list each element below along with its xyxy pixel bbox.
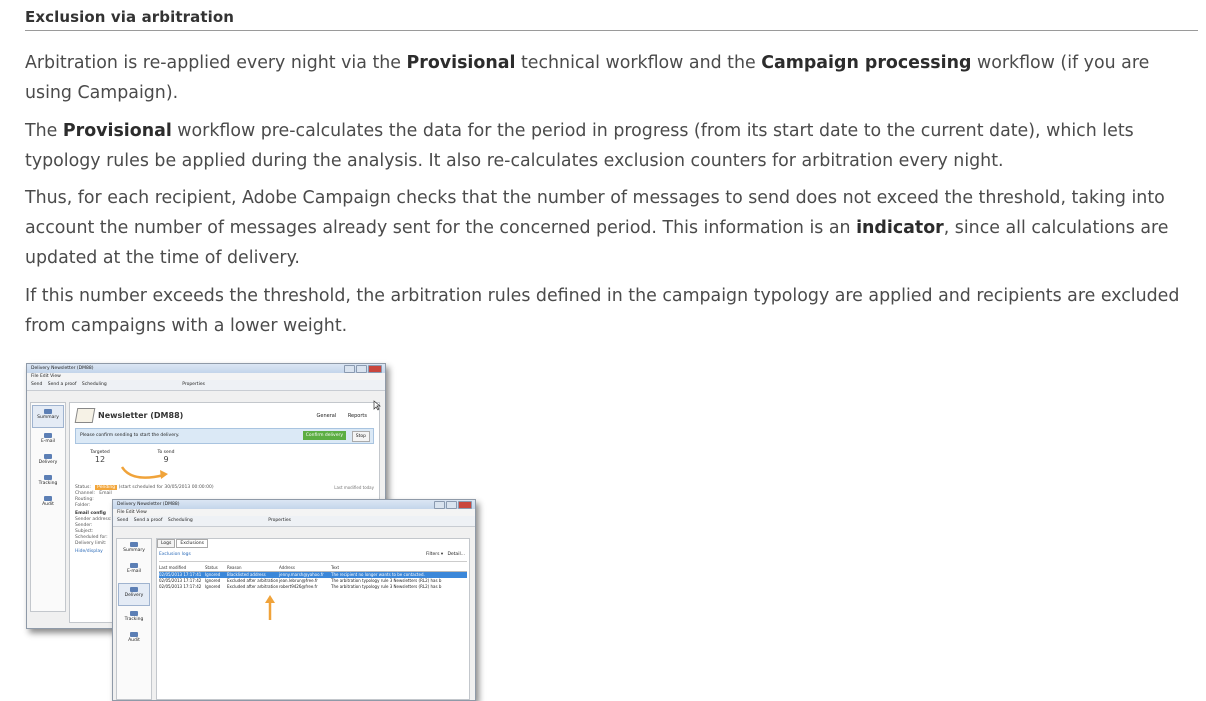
tracking-icon xyxy=(44,475,52,480)
table-row[interactable]: 02/05/2013 17:17:42 Ignored Excluded after arbitration robert9426@free.fr The arbitration typology rule 3 Newsletters (RL2) has b xyxy=(159,584,442,589)
table-row[interactable]: 02/05/2013 17:17:42 Ignored Excluded after arbitration jean.lebrun@free.fr The arbitration typology rule 3 Newsletters (RL2) has b xyxy=(159,578,442,583)
confirm-delivery-button[interactable]: Confirm delivery xyxy=(303,431,346,440)
confirm-banner: Please confirm sending to start the delivery. Confirm delivery Stop xyxy=(75,428,374,444)
properties-button[interactable]: Properties xyxy=(182,382,205,387)
sidebar-item-tracking[interactable]: Tracking xyxy=(117,608,151,629)
minimize-icon[interactable] xyxy=(344,365,355,373)
tab-exclusions[interactable]: Exclusions xyxy=(176,539,208,548)
bold-campaign-processing: Campaign processing xyxy=(761,53,972,73)
up-arrow-icon xyxy=(265,595,275,621)
toolbar xyxy=(27,380,385,391)
exclusions-panel xyxy=(156,538,470,700)
close-icon[interactable] xyxy=(458,501,472,509)
delivery-window-exclusions xyxy=(112,499,476,701)
sidebar-item-delivery[interactable]: Delivery xyxy=(118,583,150,606)
newsletter-title: Newsletter (DM88) xyxy=(98,411,184,420)
paragraph-exceeds-threshold: If this number exceeds the threshold, the arbitration rules defined in the campaign typology are applied and recipients are excluded from campaigns with a lower weight. xyxy=(25,286,1180,336)
minimize-icon[interactable] xyxy=(434,501,445,509)
sidebar-item-email[interactable]: E-mail xyxy=(31,430,65,451)
toolbar xyxy=(113,516,475,527)
filters-button[interactable]: Filters xyxy=(425,552,440,557)
paragraph-provisional-workflow: The Provisional workflow pre-calculates the data for the period in progress (from its start date to the current date), which lets typology rules be applied during the analysis. It also re-calculates exclusion counters for arbitration every night. xyxy=(25,121,1134,171)
bold-indicator: indicator xyxy=(856,218,944,238)
last-modified: Last modified today xyxy=(334,485,374,490)
delivery-icon xyxy=(130,587,138,592)
send-proof-button[interactable]: Send a proof xyxy=(47,382,77,387)
send-button[interactable]: Send xyxy=(117,518,129,523)
paragraph-arbitration-reapplied: Arbitration is re-applied every night via the Provisional technical workflow and the Campaign processing workflow (if you are using Campaign). xyxy=(25,53,1150,103)
maximize-icon[interactable] xyxy=(356,365,367,373)
table-header: Last modified Status Reason Address Text xyxy=(159,565,467,572)
table-row[interactable]: 02/05/2013 17:17:41 Ignored Blacklisted address jenny.marsh@yahoo.fr The recipient no longer wants to be contacted. xyxy=(159,572,467,578)
sidebar-item-summary[interactable]: Summary xyxy=(117,539,151,560)
sidebar-item-email[interactable]: E-mail xyxy=(117,560,151,581)
send-button[interactable]: Send xyxy=(31,382,43,387)
bold-provisional: Provisional xyxy=(62,121,172,141)
scheduling-button[interactable]: Scheduling xyxy=(167,518,193,523)
properties-button[interactable]: Properties xyxy=(268,518,291,523)
window-titlebar: Delivery Newsletter (DM88) xyxy=(27,364,385,373)
sidebar-item-audit[interactable]: Audit xyxy=(117,629,151,650)
close-icon[interactable] xyxy=(368,365,382,373)
newsletter-icon xyxy=(75,408,96,423)
tab-general[interactable]: General xyxy=(316,413,337,419)
stop-button[interactable]: Stop xyxy=(352,431,370,442)
summary-icon xyxy=(130,542,138,547)
delivery-properties: Status: Pending (start scheduled for 30/05/2013 00:00:00) Channel: Email Routing: Folder: Email config Sender address: Sender: Subject: Scheduled for: Delivery limit: Hide/display xyxy=(75,485,214,554)
tracking-icon xyxy=(130,611,138,616)
hide-display-link[interactable]: Hide/display xyxy=(75,549,103,554)
sidebar xyxy=(116,538,152,700)
sidebar-item-audit[interactable]: Audit xyxy=(31,493,65,514)
exclusion-logs-bar: Exclusion logs Filters ▾ Detail... xyxy=(159,549,467,562)
exclusion-logs-label: Exclusion logs xyxy=(159,552,191,557)
audit-icon xyxy=(130,632,138,637)
summary-icon xyxy=(44,409,52,414)
exclusions-table xyxy=(159,565,467,590)
window-titlebar: Delivery Newsletter (DM88) xyxy=(113,500,475,509)
section-heading: Exclusion via arbitration xyxy=(25,8,1198,31)
delivery-icon xyxy=(44,454,52,459)
audit-icon xyxy=(44,496,52,501)
maximize-icon[interactable] xyxy=(446,501,457,509)
paragraph-threshold-check: Thus, for each recipient, Adobe Campaign checks that the number of messages to send does not exceed the threshold, taking into account the number of messages already sent for the concerned period. This information is an indicator, since all calculations are updated at the time of delivery. xyxy=(25,188,1169,268)
email-icon xyxy=(44,433,52,438)
menu-bar[interactable]: File Edit View xyxy=(27,373,385,380)
scheduling-button[interactable]: Scheduling xyxy=(81,382,107,387)
detail-button[interactable]: Detail... xyxy=(447,552,465,557)
to-send-count: To send 9 xyxy=(157,450,175,464)
bold-provisional: Provisional xyxy=(406,53,516,73)
sidebar xyxy=(30,402,66,612)
sidebar-item-tracking[interactable]: Tracking xyxy=(31,472,65,493)
sidebar-item-delivery[interactable]: Delivery xyxy=(31,451,65,472)
tab-reports[interactable]: Reports xyxy=(347,413,367,419)
tab-logs[interactable]: Logs xyxy=(157,539,175,548)
sidebar-item-summary[interactable]: Summary xyxy=(32,405,64,428)
email-icon xyxy=(130,563,138,568)
curved-arrow-icon xyxy=(120,465,170,485)
mouse-cursor-icon xyxy=(373,400,381,411)
menu-bar[interactable]: File Edit View xyxy=(113,509,475,516)
targeted-count: Targeted 12 xyxy=(90,450,110,464)
send-proof-button[interactable]: Send a proof xyxy=(133,518,163,523)
status-badge: Pending xyxy=(97,485,116,490)
